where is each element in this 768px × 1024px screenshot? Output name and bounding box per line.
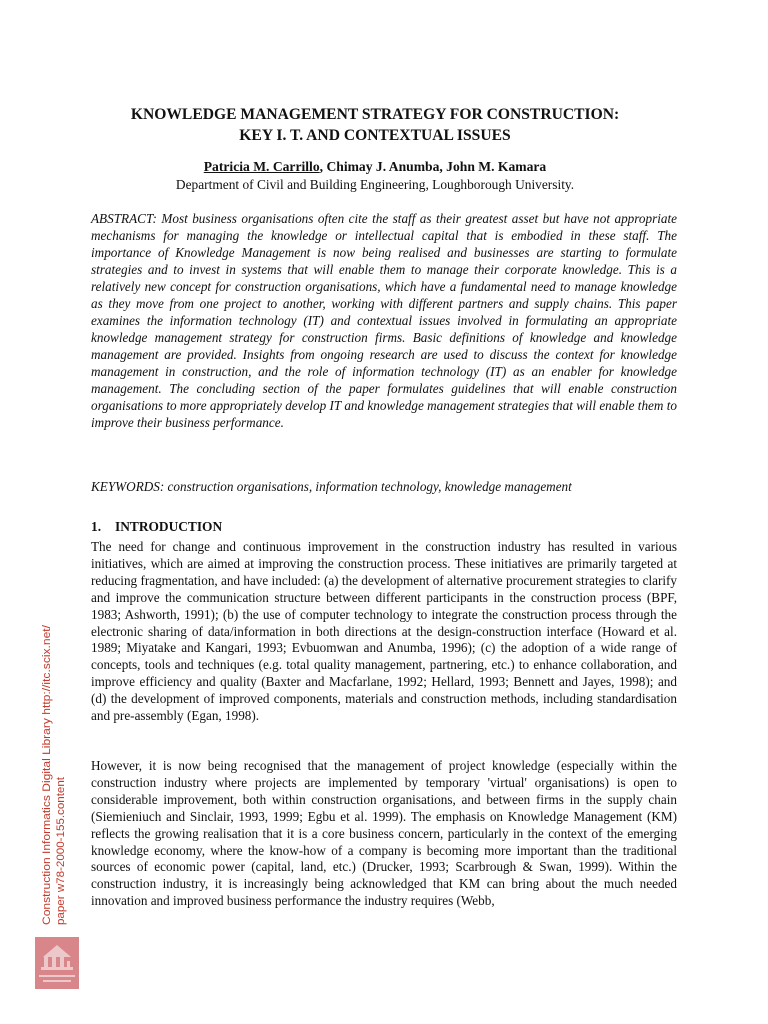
logo-svg xyxy=(35,937,79,989)
section-number: 1. xyxy=(91,519,102,534)
first-author: Patricia M. Carrillo xyxy=(203,159,320,174)
keywords: KEYWORDS: construction organisations, information technology, knowledge management xyxy=(91,479,572,494)
section-title: INTRODUCTION xyxy=(115,519,223,534)
sidebar-paper-id-line: paper w78-2000-155.content xyxy=(55,781,67,925)
intro-paragraph-2: However, it is now being recognised that the management of project knowledge (especially within the construction industry where projects are implemented by temporary 'virtual' organisations) is open to considerable improvement, both within construction organisations, and between firms in the supply chain (Siemieniuch and Sinclair, 1993, 1999; Egbu et al. 1999). The emphasis on Knowledge Management (KM) reflects the growing realisation that it is a core business concern, particularly in the context of the emerging knowledge economy, where the know-how of a company is becoming more important than the traditional sources of economic power (capital, land, etc.) (Drucker, 1993; Scarbrough & Swan, 1999). Within the construction industry, it is increasingly being acknowledged that KM can bring about the much needed innovation and improved business performance the industry requires (Webb, xyxy=(91,758,677,909)
title-line-2: KEY I. T. AND CONTEXTUAL ISSUES xyxy=(239,127,511,144)
sidebar-url-line[interactable]: Construction Informatics Digital Library http://itc.scix.net/ xyxy=(41,646,53,925)
section-heading xyxy=(91,518,677,535)
title-line-1: KNOWLEDGE MANAGEMENT STRATEGY FOR CONSTRUCTION: xyxy=(130,106,620,123)
paper-title xyxy=(60,104,690,146)
sidebar-text-svg xyxy=(14,620,94,930)
abstract: ABSTRACT: Most business organisations often cite the staff as their greatest asset but have not appropriate mechanisms for managing the knowledge or intellectual capital that is embodied in these staff. The importance of Knowledge Management is now being realised and businesses are starting to formulate strategies and to invest in systems that will enable them to manage their corporate knowledge. This is a relatively new concept for construction organisations, which have a fundamental need to manage knowledge as they move from one project to another, working with different partners and supply chains. This paper examines the information technology (IT) and contextual issues involved in formulating an appropriate knowledge management strategy for construction firms. Basic definitions of knowledge and knowledge management are provided. Insights from ongoing research are used to discuss the context for knowledge management in construction, and the role of information technology (IT) as an enabler for knowledge management. The concluding section of the paper formulates guidelines that will enable construction organisations to more appropriately develop IT and knowledge management strategies that will enable them to improve their business performance. xyxy=(91,211,677,430)
other-authors: , Chimay J. Anumba, John M. Kamara xyxy=(319,159,547,174)
intro-paragraph-1: The need for change and continuous improvement in the construction industry has resulted in various initiatives, which are aimed at improving the construction process. These initiatives are primarily targeted at reducing fragmentation, and have included: (a) the development of alternative procurement strategies to clarify and improve the communication structure between different participants in the construction process (BPF, 1983; Ashworth, 1991); (b) the use of computer technology to integrate the construction process through the electronic sharing of data/information in both directions at the design-construction interface (Howard et al. 1989; Miyatake and Kangari, 1993; Evbuomwan and Anumba, 1996); (c) the adoption of a wide range of concepts, tools and techniques (e.g. total quality management, partnering, etc.) to enhance collaboration, and improve efficiency and quality (Baxter and Macfarlane, 1992; Hellard, 1993; Bennett and Jayes, 1998); and (d) the development of improved components, materials and construction methods, including standardisation and pre-assembly (Egan, 1998). xyxy=(91,539,677,724)
library-sidebar-link[interactable] xyxy=(14,620,94,930)
library-logo-icon xyxy=(35,937,79,989)
author-list xyxy=(60,158,690,176)
affiliation: Department of Civil and Building Engineering, Loughborough University. xyxy=(175,177,575,192)
